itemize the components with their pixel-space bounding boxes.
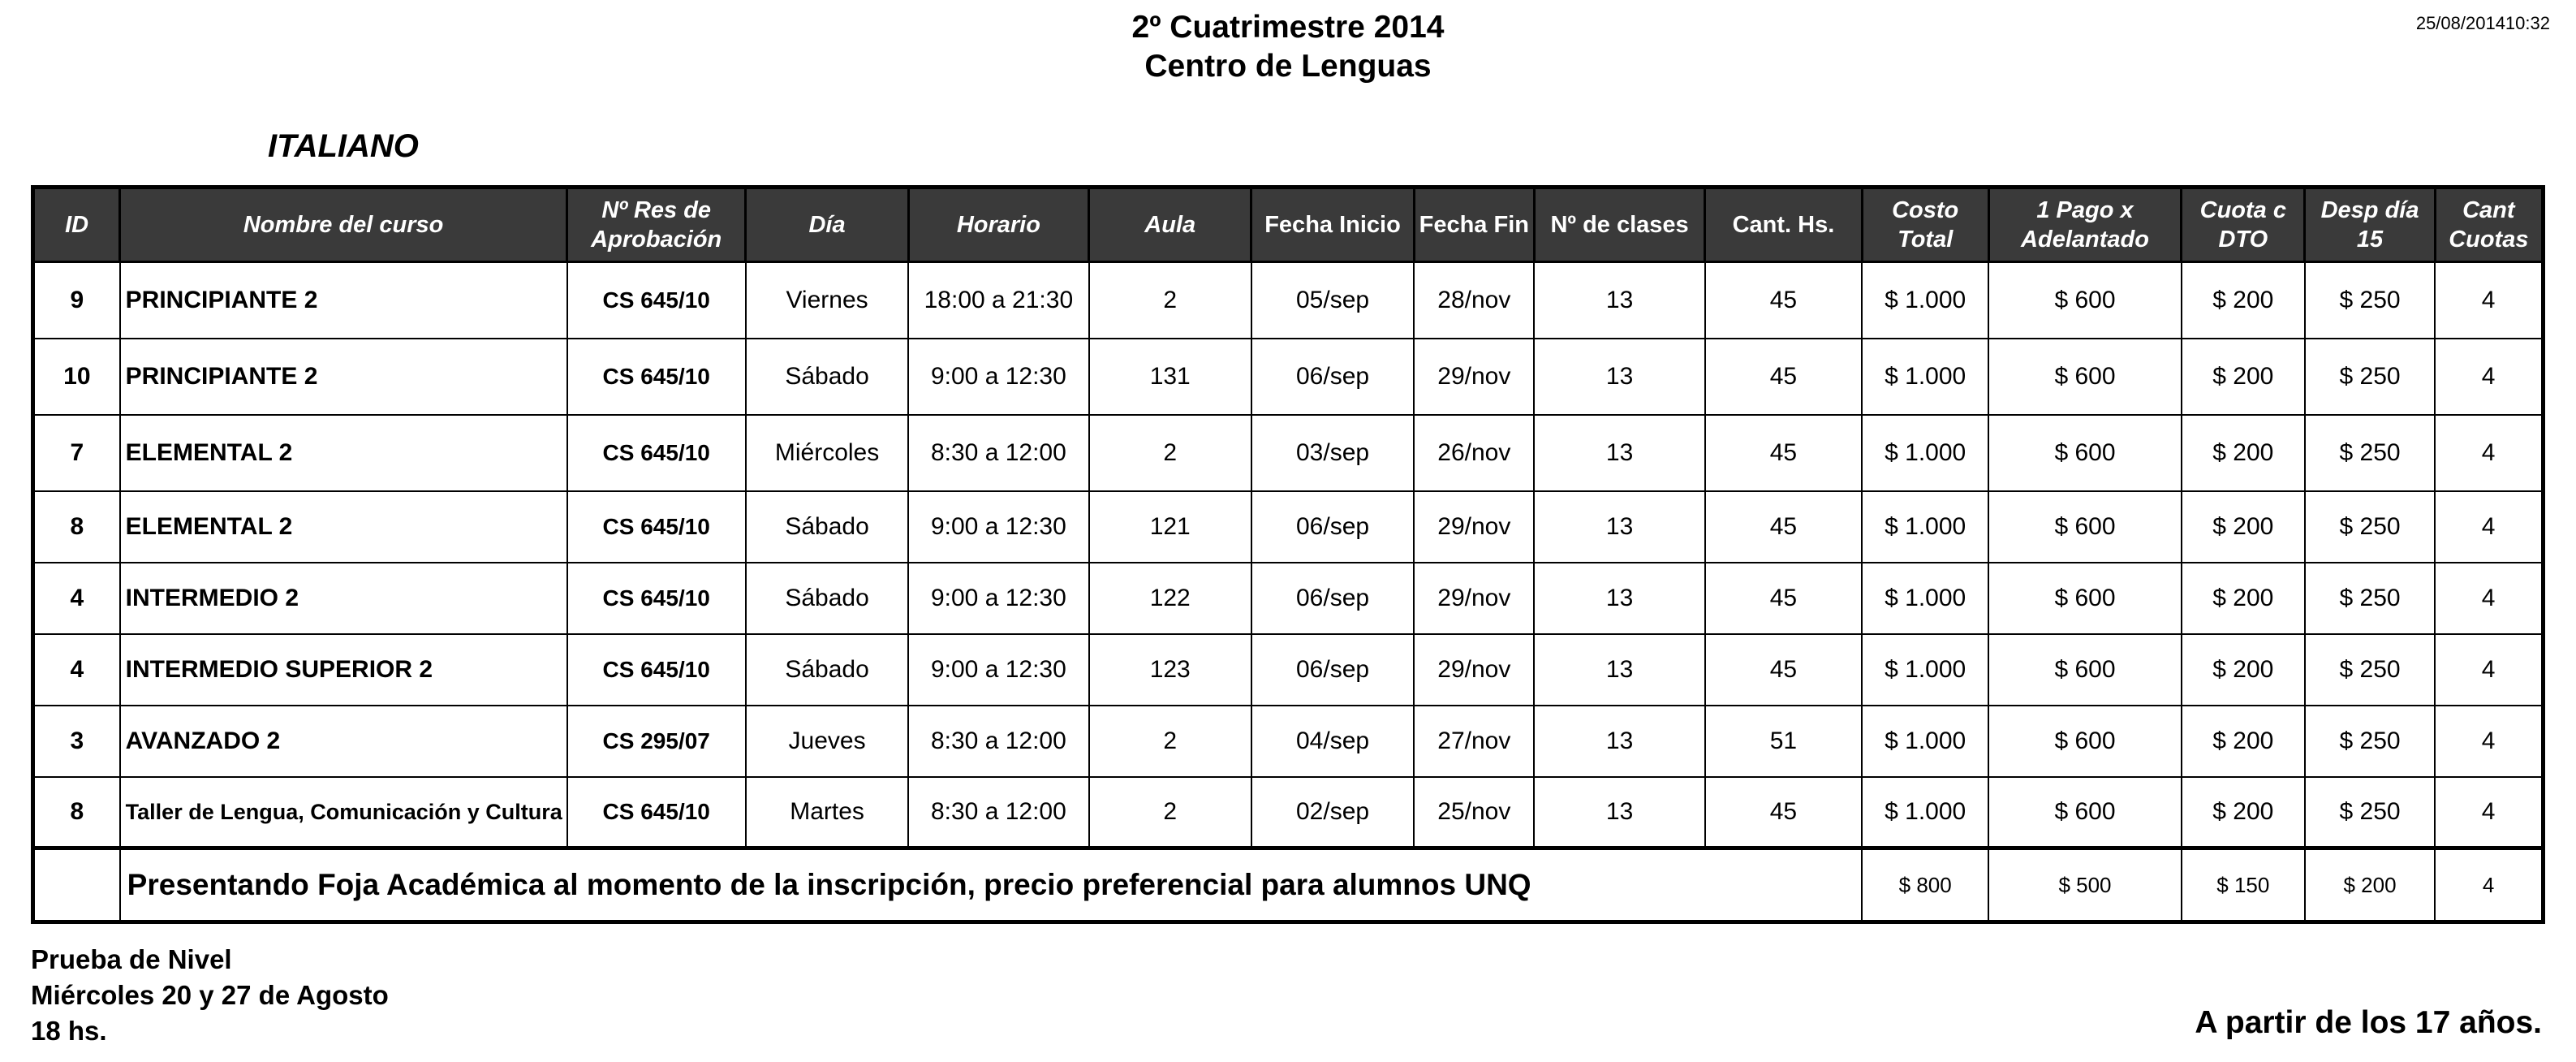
table-row xyxy=(33,491,2544,563)
cell-start-date: 06/sep xyxy=(1251,339,1414,415)
table-row xyxy=(33,563,2544,634)
cell-advance-payment: $ 600 xyxy=(1988,262,2181,339)
cell-id: 4 xyxy=(33,563,120,634)
cell-class-count: 13 xyxy=(1534,339,1704,415)
cell-hours: 45 xyxy=(1705,339,1862,415)
cell-id: 9 xyxy=(33,262,120,339)
cell-total-cost: $ 1.000 xyxy=(1862,415,1988,491)
cell-day: Sábado xyxy=(746,339,908,415)
cell-discount-fee: $ 200 xyxy=(2182,491,2305,563)
courses-table xyxy=(31,185,2545,924)
cell-start-date: 05/sep xyxy=(1251,262,1414,339)
col-header-schedule: Horario xyxy=(908,188,1088,262)
cell-resolution: CS 645/10 xyxy=(567,634,746,706)
cell-discount-fee: $ 200 xyxy=(2182,415,2305,491)
cell-installments: 4 xyxy=(2435,339,2543,415)
cell-late-fee: $ 250 xyxy=(2305,262,2435,339)
cell-classroom: 2 xyxy=(1089,777,1251,848)
cell-schedule: 9:00 a 12:30 xyxy=(908,563,1088,634)
cell-discount-fee: $ 200 xyxy=(2182,634,2305,706)
cell-day: Jueves xyxy=(746,706,908,777)
age-note: A partir de los 17 años. xyxy=(2195,1005,2542,1040)
cell-hours: 45 xyxy=(1705,777,1862,848)
cell-total-cost: $ 1.000 xyxy=(1862,777,1988,848)
cell-hours: 45 xyxy=(1705,262,1862,339)
promo-installments: 4 xyxy=(2435,848,2543,922)
level-test-time: 18 hs. xyxy=(31,1016,107,1046)
cell-course-name: ELEMENTAL 2 xyxy=(120,415,567,491)
cell-advance-payment: $ 600 xyxy=(1988,634,2181,706)
cell-resolution: CS 645/10 xyxy=(567,491,746,563)
promo-empty-cell xyxy=(33,848,120,922)
cell-advance-payment: $ 600 xyxy=(1988,777,2181,848)
col-header-start-date: Fecha Inicio xyxy=(1251,188,1414,262)
cell-total-cost: $ 1.000 xyxy=(1862,262,1988,339)
cell-hours: 51 xyxy=(1705,706,1862,777)
cell-discount-fee: $ 200 xyxy=(2182,262,2305,339)
document-title: 2º Cuatrimestre 2014 xyxy=(1131,10,1445,45)
cell-course-name: INTERMEDIO 2 xyxy=(120,563,567,634)
cell-hours: 45 xyxy=(1705,415,1862,491)
cell-discount-fee: $ 200 xyxy=(2182,777,2305,848)
cell-classroom: 2 xyxy=(1089,262,1251,339)
col-header-hours: Cant. Hs. xyxy=(1705,188,1862,262)
cell-course-name: INTERMEDIO SUPERIOR 2 xyxy=(120,634,567,706)
col-header-class-count: Nº de clases xyxy=(1534,188,1704,262)
cell-hours: 45 xyxy=(1705,634,1862,706)
cell-day: Sábado xyxy=(746,563,908,634)
cell-day: Sábado xyxy=(746,634,908,706)
cell-end-date: 25/nov xyxy=(1414,777,1534,848)
cell-end-date: 29/nov xyxy=(1414,339,1534,415)
cell-installments: 4 xyxy=(2435,706,2543,777)
cell-class-count: 13 xyxy=(1534,634,1704,706)
cell-classroom: 121 xyxy=(1089,491,1251,563)
level-test-dates: Miércoles 20 y 27 de Agosto xyxy=(31,980,389,1010)
col-header-total-cost: Costo Total xyxy=(1862,188,1988,262)
level-test-label: Prueba de Nivel xyxy=(31,944,232,974)
col-header-installments: Cant Cuotas xyxy=(2435,188,2543,262)
cell-schedule: 9:00 a 12:30 xyxy=(908,339,1088,415)
document-subtitle: Centro de Lenguas xyxy=(1144,49,1432,84)
cell-advance-payment: $ 600 xyxy=(1988,415,2181,491)
cell-advance-payment: $ 600 xyxy=(1988,339,2181,415)
cell-class-count: 13 xyxy=(1534,706,1704,777)
cell-day: Martes xyxy=(746,777,908,848)
cell-course-name: PRINCIPIANTE 2 xyxy=(120,262,567,339)
cell-hours: 45 xyxy=(1705,563,1862,634)
promo-advance-payment: $ 500 xyxy=(1988,848,2181,922)
cell-installments: 4 xyxy=(2435,491,2543,563)
cell-schedule: 9:00 a 12:30 xyxy=(908,634,1088,706)
col-header-day: Día xyxy=(746,188,908,262)
table-row xyxy=(33,415,2544,491)
cell-schedule: 18:00 a 21:30 xyxy=(908,262,1088,339)
cell-class-count: 13 xyxy=(1534,415,1704,491)
cell-advance-payment: $ 600 xyxy=(1988,563,2181,634)
cell-id: 10 xyxy=(33,339,120,415)
cell-id: 4 xyxy=(33,634,120,706)
cell-end-date: 29/nov xyxy=(1414,491,1534,563)
cell-id: 7 xyxy=(33,415,120,491)
cell-total-cost: $ 1.000 xyxy=(1862,563,1988,634)
promo-discount-fee: $ 150 xyxy=(2182,848,2305,922)
col-header-resolution: Nº Res de Aprobación xyxy=(567,188,746,262)
cell-advance-payment: $ 600 xyxy=(1988,491,2181,563)
table-row xyxy=(33,634,2544,706)
cell-classroom: 2 xyxy=(1089,706,1251,777)
cell-classroom: 122 xyxy=(1089,563,1251,634)
cell-start-date: 06/sep xyxy=(1251,491,1414,563)
col-header-id: ID xyxy=(33,188,120,262)
cell-start-date: 02/sep xyxy=(1251,777,1414,848)
table-row xyxy=(33,706,2544,777)
language-heading: ITALIANO xyxy=(268,128,419,164)
cell-class-count: 13 xyxy=(1534,491,1704,563)
cell-start-date: 03/sep xyxy=(1251,415,1414,491)
table-row xyxy=(33,339,2544,415)
cell-resolution: CS 295/07 xyxy=(567,706,746,777)
cell-course-name: AVANZADO 2 xyxy=(120,706,567,777)
cell-end-date: 29/nov xyxy=(1414,634,1534,706)
cell-resolution: CS 645/10 xyxy=(567,339,746,415)
col-header-advance-payment: 1 Pago x Adelantado xyxy=(1988,188,2181,262)
cell-late-fee: $ 250 xyxy=(2305,491,2435,563)
cell-class-count: 13 xyxy=(1534,777,1704,848)
promo-late-fee: $ 200 xyxy=(2305,848,2435,922)
cell-end-date: 26/nov xyxy=(1414,415,1534,491)
cell-day: Sábado xyxy=(746,491,908,563)
cell-schedule: 8:30 a 12:00 xyxy=(908,706,1088,777)
col-header-discount-fee: Cuota c DTO xyxy=(2182,188,2305,262)
cell-total-cost: $ 1.000 xyxy=(1862,634,1988,706)
cell-resolution: CS 645/10 xyxy=(567,563,746,634)
cell-installments: 4 xyxy=(2435,563,2543,634)
cell-end-date: 27/nov xyxy=(1414,706,1534,777)
table-row xyxy=(33,262,2544,339)
cell-resolution: CS 645/10 xyxy=(567,415,746,491)
cell-day: Viernes xyxy=(746,262,908,339)
cell-late-fee: $ 250 xyxy=(2305,634,2435,706)
cell-id: 8 xyxy=(33,491,120,563)
cell-total-cost: $ 1.000 xyxy=(1862,491,1988,563)
timestamp: 25/08/201410:32 xyxy=(2415,13,2550,33)
cell-late-fee: $ 250 xyxy=(2305,339,2435,415)
cell-class-count: 13 xyxy=(1534,262,1704,339)
cell-advance-payment: $ 600 xyxy=(1988,706,2181,777)
cell-start-date: 04/sep xyxy=(1251,706,1414,777)
cell-class-count: 13 xyxy=(1534,563,1704,634)
cell-day: Miércoles xyxy=(746,415,908,491)
col-header-classroom: Aula xyxy=(1089,188,1251,262)
col-header-late-fee: Desp día 15 xyxy=(2305,188,2435,262)
cell-id: 8 xyxy=(33,777,120,848)
cell-discount-fee: $ 200 xyxy=(2182,339,2305,415)
cell-id: 3 xyxy=(33,706,120,777)
cell-classroom: 131 xyxy=(1089,339,1251,415)
cell-course-name: PRINCIPIANTE 2 xyxy=(120,339,567,415)
cell-installments: 4 xyxy=(2435,262,2543,339)
cell-installments: 4 xyxy=(2435,634,2543,706)
cell-schedule: 8:30 a 12:00 xyxy=(908,777,1088,848)
cell-installments: 4 xyxy=(2435,415,2543,491)
cell-end-date: 29/nov xyxy=(1414,563,1534,634)
cell-classroom: 123 xyxy=(1089,634,1251,706)
col-header-course-name: Nombre del curso xyxy=(120,188,567,262)
promo-row xyxy=(33,848,2544,922)
cell-classroom: 2 xyxy=(1089,415,1251,491)
cell-late-fee: $ 250 xyxy=(2305,777,2435,848)
cell-installments: 4 xyxy=(2435,777,2543,848)
cell-total-cost: $ 1.000 xyxy=(1862,339,1988,415)
level-test-info xyxy=(31,942,389,1049)
promo-text: Presentando Foja Académica al momento de la inscripción, precio preferencial para alumnos UNQ xyxy=(120,848,1862,922)
cell-course-name: ELEMENTAL 2 xyxy=(120,491,567,563)
cell-total-cost: $ 1.000 xyxy=(1862,706,1988,777)
cell-discount-fee: $ 200 xyxy=(2182,706,2305,777)
cell-late-fee: $ 250 xyxy=(2305,706,2435,777)
cell-start-date: 06/sep xyxy=(1251,634,1414,706)
cell-resolution: CS 645/10 xyxy=(567,777,746,848)
cell-resolution: CS 645/10 xyxy=(567,262,746,339)
cell-late-fee: $ 250 xyxy=(2305,563,2435,634)
cell-schedule: 8:30 a 12:00 xyxy=(908,415,1088,491)
cell-hours: 45 xyxy=(1705,491,1862,563)
promo-total-cost: $ 800 xyxy=(1862,848,1988,922)
cell-discount-fee: $ 200 xyxy=(2182,563,2305,634)
table-header-row xyxy=(33,188,2544,262)
table-row xyxy=(33,777,2544,848)
cell-end-date: 28/nov xyxy=(1414,262,1534,339)
cell-late-fee: $ 250 xyxy=(2305,415,2435,491)
col-header-end-date: Fecha Fin xyxy=(1414,188,1534,262)
cell-start-date: 06/sep xyxy=(1251,563,1414,634)
cell-schedule: 9:00 a 12:30 xyxy=(908,491,1088,563)
cell-course-name: Taller de Lengua, Comunicación y Cultura xyxy=(120,777,567,848)
